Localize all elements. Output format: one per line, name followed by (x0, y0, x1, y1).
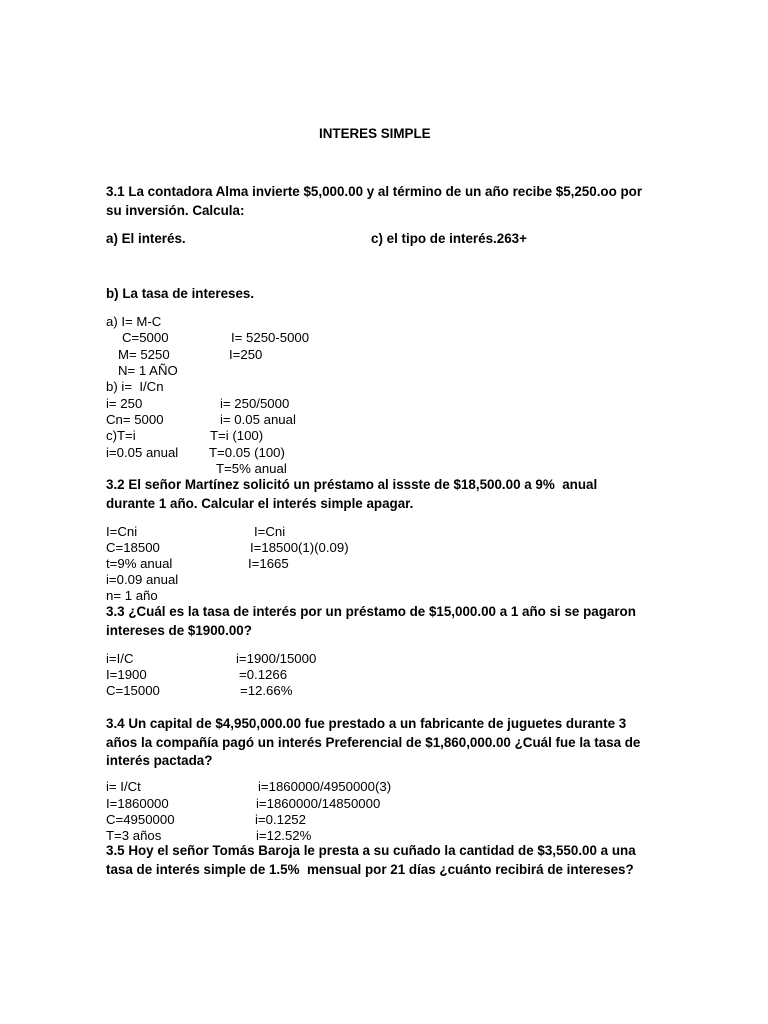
work-line: C=18500 (106, 540, 160, 555)
work-line: I= 5250-5000 (231, 330, 310, 345)
work-line: c)T=i (106, 428, 136, 443)
work-line: I=18500(1)(0.09) (250, 540, 349, 555)
work-line: T=3 años (106, 828, 162, 843)
work-line: i=I/C (106, 651, 134, 666)
work-line: T=5% anual (216, 461, 287, 476)
work-line: b) i= I/Cn (106, 379, 164, 394)
problem-3-5-line-2: tasa de interés simple de 1.5% mensual por 21 días ¿cuánto recibirá de intereses? (106, 862, 634, 877)
problem-3-2-line-1: 3.2 El señor Martínez solicitó un préstamo al issste de $18,500.00 a 9% anual (106, 477, 598, 492)
problem-3-3-line-1: 3.3 ¿Cuál es la tasa de interés por un préstamo de $15,000.00 a 1 año si se pagaron (106, 604, 636, 619)
work-line: i=1900/15000 (236, 651, 317, 666)
work-line: Cn= 5000 (106, 412, 164, 427)
problem-3-4-line-3: interés pactada? (106, 753, 213, 768)
work-line: I=250 (229, 347, 263, 362)
work-line: C=5000 (122, 330, 169, 345)
work-line: i= 250 (106, 396, 143, 411)
work-line: i=1860000/4950000(3) (258, 779, 392, 794)
problem-3-1-item-b: b) La tasa de intereses. (106, 286, 255, 301)
work-line: i=12.52% (256, 828, 312, 843)
work-line: I=Cni (254, 524, 286, 539)
work-line: I=1860000 (106, 796, 169, 811)
problem-3-3-line-2: intereses de $1900.00? (106, 623, 252, 638)
problem-3-1-line-2: su inversión. Calcula: (106, 203, 245, 218)
work-line: I=Cni (106, 524, 138, 539)
work-line: i= 250/5000 (220, 396, 290, 411)
problem-3-4-line-1: 3.4 Un capital de $4,950,000.00 fue prestado a un fabricante de juguetes durante 3 (106, 716, 627, 731)
work-line: n= 1 año (106, 588, 158, 603)
work-line: N= 1 AÑO (118, 363, 178, 378)
work-line: I=1900 (106, 667, 147, 682)
problem-3-1-item-c: c) el tipo de interés.263+ (371, 231, 527, 246)
problem-3-4-line-2: años la compañía pagó un interés Preferencial de $1,860,000.00 ¿Cuál fue la tasa de (106, 735, 641, 750)
work-line: i=1860000/14850000 (256, 796, 381, 811)
work-line: =0.1266 (239, 667, 288, 682)
work-line: i=0.1252 (255, 812, 306, 827)
problem-3-2-line-2: durante 1 año. Calcular el interés simple apagar. (106, 496, 414, 511)
problem-3-1-line-1: 3.1 La contadora Alma invierte $5,000.00 y al término de un año recibe $5,250.oo por (106, 184, 643, 199)
work-line: i=0.05 anual (106, 445, 179, 460)
work-line: i= 0.05 anual (220, 412, 296, 427)
work-line: C=15000 (106, 683, 160, 698)
work-line: i= I/Ct (106, 779, 141, 794)
work-line: a) I= M-C (106, 314, 162, 329)
work-line: t=9% anual (106, 556, 173, 571)
work-line: I=1665 (248, 556, 289, 571)
problem-3-1-item-a: a) El interés. (106, 231, 186, 246)
problem-3-5-line-1: 3.5 Hoy el señor Tomás Baroja le presta a su cuñado la cantidad de $3,550.00 a una (106, 843, 636, 858)
work-line: =12.66% (240, 683, 293, 698)
work-line: i=0.09 anual (106, 572, 179, 587)
work-line: T=i (100) (210, 428, 264, 443)
work-line: M= 5250 (118, 347, 170, 362)
work-line: C=4950000 (106, 812, 175, 827)
page-title: INTERES SIMPLE (319, 126, 431, 141)
work-line: T=0.05 (100) (209, 445, 285, 460)
